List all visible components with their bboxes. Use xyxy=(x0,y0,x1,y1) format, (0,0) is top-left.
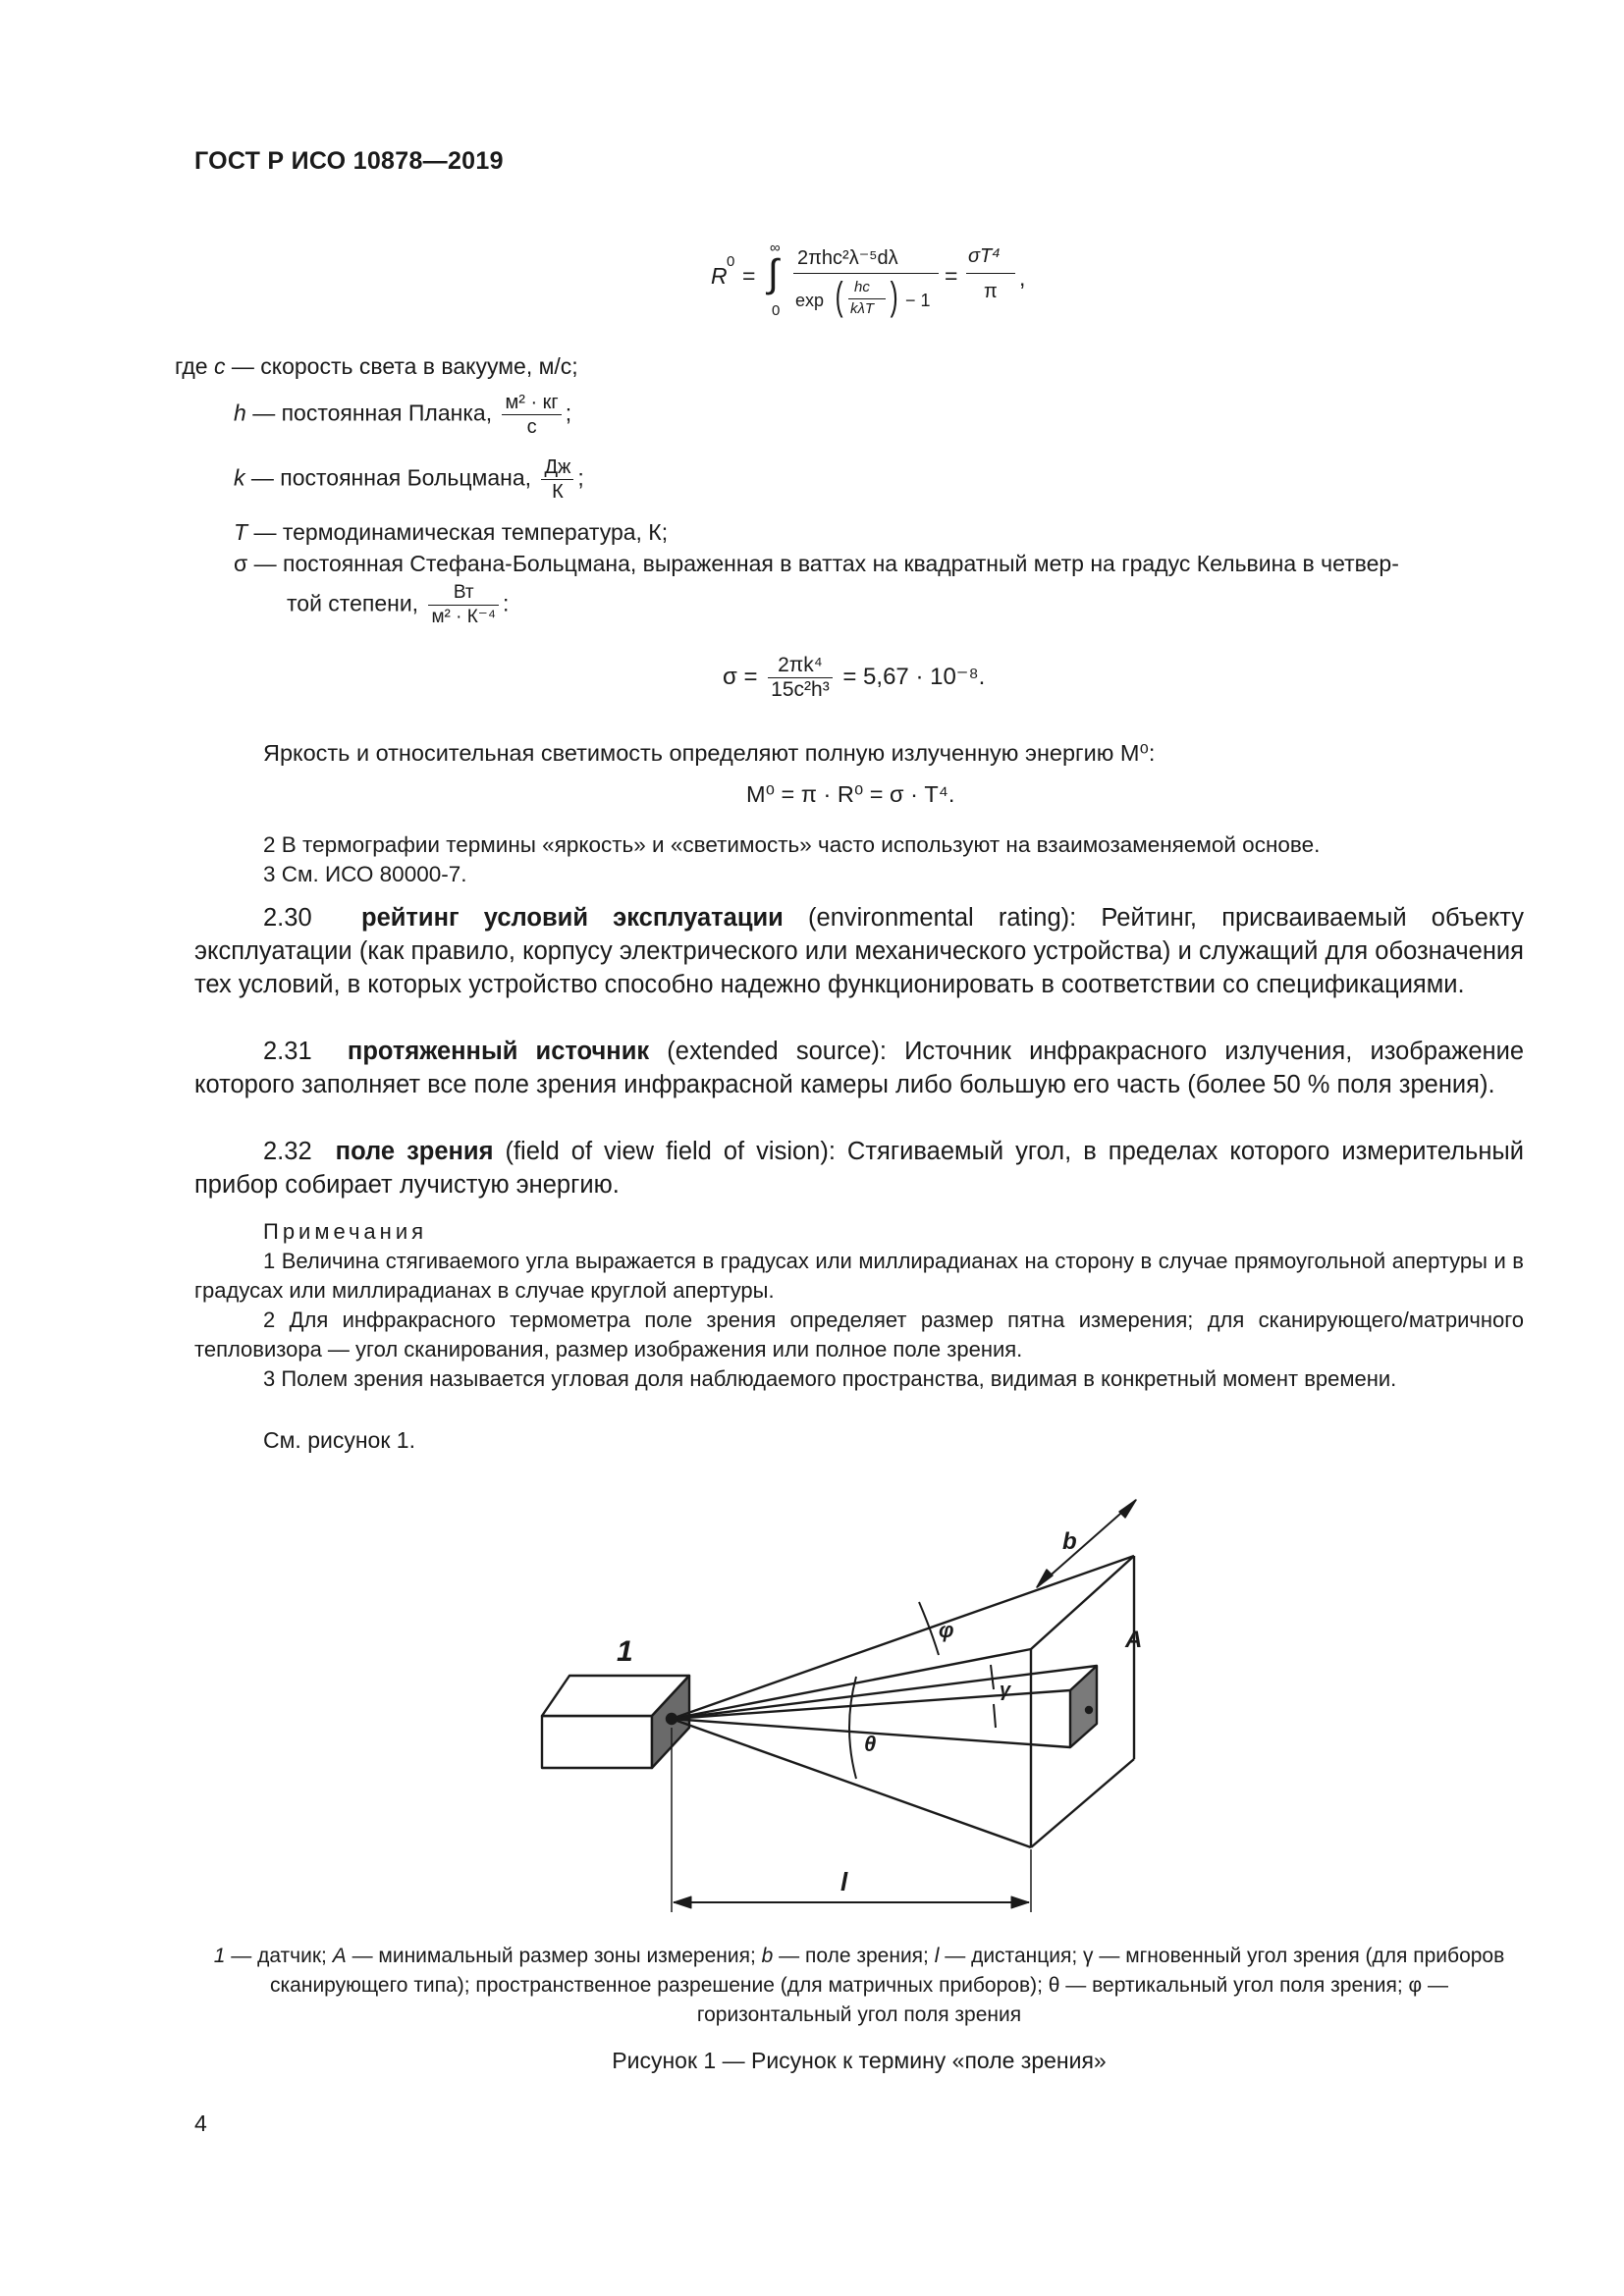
fov-edge-bottom xyxy=(672,1719,1031,1847)
definition-sigma: σ — постоянная Стефана-Больцмана, выраженная в ваттах на квадратный метр на градус Кельвина в четвер- xyxy=(234,551,1399,576)
theta-arc xyxy=(849,1677,856,1779)
figure-legend: 1 — датчик; A — минимальный размер зоны измерения; b — поле зрения; l — дистанция; γ — мгновенный угол зрения (для приборов сканирующего типа); пространственное разрешение (для матричных приборов); θ — вертикальный угол поля зрения; φ — горизонтальный угол поля зрения xyxy=(213,1945,1505,2026)
see-figure: См. рисунок 1. xyxy=(263,1427,415,1453)
rhs-numerator: σT⁴ xyxy=(968,245,1001,267)
sensor-box-front xyxy=(542,1716,652,1768)
figure-label-b: b xyxy=(1062,1528,1077,1555)
fov-frame-bottom xyxy=(1031,1759,1134,1847)
figure-label-A: A xyxy=(1125,1627,1143,1653)
note-item: 1 Величина стягиваемого угла выражается в градусах или миллирадианах на сторону в случае прямоугольной апертуры и в градусах или миллирадианах в случае круглой апертуры. xyxy=(194,1249,1524,1303)
figure-caption: Рисунок 1 — Рисунок к термину «поле зрения» xyxy=(612,2048,1107,2073)
inner-numerator: hc xyxy=(854,279,870,295)
sensor-aperture-dot xyxy=(667,1714,677,1724)
formula-r0: R 0 = ∞ ∫ 0 2πhc²λ⁻⁵dλ exp ( hc kλT ) − 1 = σT⁴ π , xyxy=(711,240,1026,319)
term-2-31: 2.31 протяженный источник (extended source): Источник инфракрасного излучения, изображение которого заполняет все поле зрения инфракрасной камеры либо большую его часть (более 50 % поля зрения). xyxy=(194,1038,1525,1098)
definition-k: k — постоянная Больцмана, $\frac{Дж}{К}$ ; xyxy=(234,456,584,503)
definition-sigma-cont: той степени, $\frac{Вт}{\text{м² · К⁻⁴}}$ : xyxy=(287,582,510,627)
figure-label-gamma: γ xyxy=(1000,1680,1011,1701)
term-2-32: 2.32 поле зрения (field of view field of vision): Стягиваемый угол, в пределах которого измерительный прибор собирает лучистую энергию. xyxy=(194,1138,1524,1199)
target-center-dot xyxy=(1086,1707,1092,1713)
figure-label-phi: φ xyxy=(939,1618,954,1642)
integral-upper-limit: ∞ xyxy=(770,240,781,256)
term-2-30: 2.30 рейтинг условий эксплуатации (environmental rating): Рейтинг, присваиваемый объекту эксплуатации (как правило, корпусу электрического или механического устройства) и служащий для обозначения тех условий, в которых устройство способно надежно функционировать в соответствии со спецификациями. xyxy=(194,904,1524,998)
note-item: 3 Полем зрения называется угловая доля наблюдаемого пространства, видимая в конкретный момент времени. xyxy=(263,1366,1397,1391)
field-of-view-figure xyxy=(530,1472,1159,1914)
notes-heading: Примечания xyxy=(263,1219,428,1244)
formula-r0-lhs-sup: 0 xyxy=(727,253,735,270)
definition-h: h — постоянная Планка, $\frac{\text{м² · кг}}{с}$ ; xyxy=(234,392,572,438)
denominator-exp: exp xyxy=(795,291,825,310)
note-item: 2 Для инфракрасного термометра поле зрения определяет размер пятна измерения; для сканирующего/матричного тепловизора — угол сканирования, размер изображения или полное поле зрения. xyxy=(194,1308,1524,1362)
figure-label-1: 1 xyxy=(617,1635,633,1668)
formula-sigma: σ = $\frac{\text{2πk⁴}}{\text{15c²h³}}$ = 5,67 · 10⁻⁸. xyxy=(723,654,986,701)
formula-tail: , xyxy=(1019,265,1026,291)
denominator-tail: − 1 xyxy=(905,291,931,310)
figure-label-theta: θ xyxy=(864,1732,877,1756)
integral-sign: ∫ xyxy=(768,252,779,295)
integral-numerator: 2πhc²λ⁻⁵dλ xyxy=(797,247,898,269)
fov-edge-top xyxy=(672,1556,1134,1719)
target-area-A xyxy=(1070,1666,1097,1747)
formula-r0-lhs: R xyxy=(711,263,728,289)
brightness-text: Яркость и относительная светимость определяют полную излученную энергию M⁰: xyxy=(263,740,1156,766)
note-item: 2 В термографии термины «яркость» и «светимость» часто используют на взаимозаменяемой основе. xyxy=(263,832,1321,857)
rhs-denominator: π xyxy=(984,281,998,302)
document-header: ГОСТ Р ИСО 10878—2019 xyxy=(194,147,504,175)
phi-arc xyxy=(919,1602,939,1655)
note-item: 3 См. ИСО 80000-7. xyxy=(263,862,467,886)
integral-lower-limit: 0 xyxy=(772,302,781,319)
formula-m0: M⁰ = π · R⁰ = σ · T⁴. xyxy=(746,781,955,807)
inner-denominator: kλT xyxy=(850,300,875,317)
figure-label-l: l xyxy=(840,1867,848,1896)
definition-c: где c — скорость света в вакууме, м/с; xyxy=(175,353,578,379)
page-number: 4 xyxy=(194,2110,207,2136)
definition-t: T — термодинамическая температура, К; xyxy=(234,519,669,545)
